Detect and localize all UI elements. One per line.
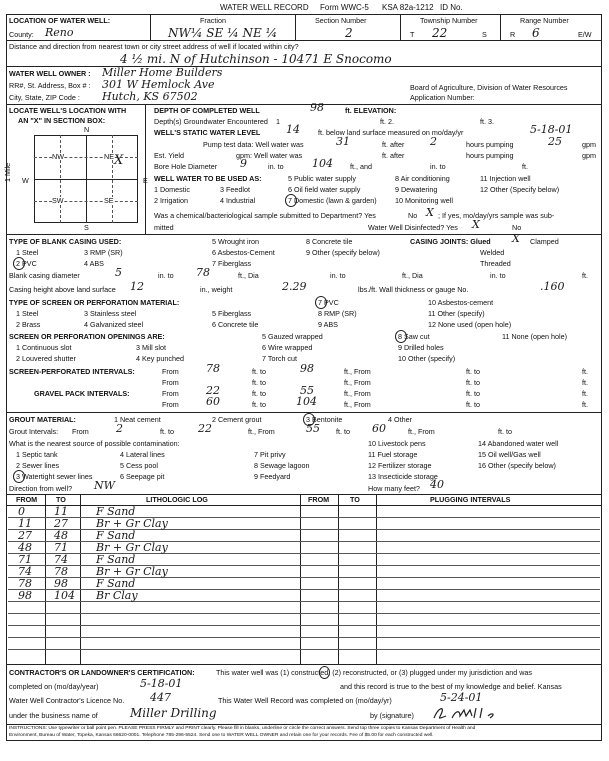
spi-from-value[interactable]: 78 xyxy=(206,362,220,375)
chem-rest: ; If yes, mo/day/yrs sample was sub- xyxy=(438,211,555,220)
grout-ftto-2: ft. to xyxy=(336,427,350,436)
grout-int-label: Grout Intervals: xyxy=(9,427,59,436)
weight-value[interactable]: 2.29 xyxy=(282,280,307,293)
threaded-label: Threaded xyxy=(480,259,511,268)
glued-mark[interactable]: X xyxy=(512,232,520,245)
contam-3[interactable]: 3 Watertight sewer lines xyxy=(16,472,93,481)
screen-9[interactable]: 9 ABS xyxy=(318,320,338,329)
casing-diam-dia: ft., Dia xyxy=(238,271,259,280)
screen-10[interactable]: 10 Asbestos-cement xyxy=(428,298,494,307)
opening-8-circle xyxy=(395,330,407,343)
pump-gpm-unit: gpm xyxy=(582,140,596,149)
log-row-1-from[interactable]: 0 xyxy=(18,505,25,518)
disinfected-label: Water Well Disinfected? Yes xyxy=(368,223,458,232)
contam-12[interactable]: 12 Fertilizer storage xyxy=(368,461,432,470)
quadrant-nw: NW xyxy=(52,152,64,161)
grout-ftfrom-2: ft., From xyxy=(408,427,435,436)
spi-ft-2: ft. xyxy=(582,378,588,387)
screen-7[interactable]: 7 PVC xyxy=(318,298,339,307)
log-row-4-desc[interactable]: Br + Gr Clay xyxy=(96,541,168,554)
screen-3[interactable]: 3 Stainless steel xyxy=(84,309,137,318)
township-value[interactable]: 22 xyxy=(432,26,448,40)
grout2-from-value[interactable]: 55 xyxy=(306,422,320,435)
range-ew: E/W xyxy=(578,30,592,39)
log-row-6-desc[interactable]: Br + Gr Clay xyxy=(96,565,168,578)
casing-8[interactable]: 8 Concrete tile xyxy=(306,237,353,246)
form-title: WATER WELL RECORD xyxy=(220,3,309,12)
grout1-from-value[interactable]: 2 xyxy=(116,422,123,435)
grout2-to-value[interactable]: 60 xyxy=(372,422,386,435)
section-number-label: Section Number xyxy=(315,16,367,25)
contam-5[interactable]: 5 Cess pool xyxy=(120,461,158,470)
grout-3[interactable]: 3 Bentonite xyxy=(306,415,343,424)
gw-3: ft. 3. xyxy=(480,117,494,126)
depth-value[interactable]: 98 xyxy=(310,101,324,114)
gp-from-2: From xyxy=(162,400,179,409)
gp-ftfrom-1: ft., From xyxy=(344,389,371,398)
static-level-label: WELL'S STATIC WATER LEVEL xyxy=(154,128,261,137)
welded-label: Welded xyxy=(480,248,505,257)
chem-label: Was a chemical/bacteriological sample submitted to Department? Yes xyxy=(154,211,376,220)
owner-value[interactable]: Miller Home Builders xyxy=(102,66,223,79)
quadrant-sw: SW xyxy=(52,196,64,205)
county-value[interactable]: Reno xyxy=(45,26,74,39)
opening-2[interactable]: 2 Louvered shutter xyxy=(16,354,76,363)
use-2[interactable]: 2 Irrigation xyxy=(154,196,188,205)
location-mark[interactable]: X xyxy=(114,153,124,168)
log-row-4-to[interactable]: 71 xyxy=(54,541,68,554)
quadrant-ne: NE xyxy=(104,152,114,161)
bore-and: ft., and xyxy=(350,162,372,171)
address-label: RR#, St. Address, Box # : xyxy=(9,81,91,90)
casing-6[interactable]: 6 Asbestos-Cement xyxy=(212,248,275,257)
contam-1[interactable]: 1 Septic tank xyxy=(16,450,58,459)
log-row-6-from[interactable]: 74 xyxy=(18,565,32,578)
id-label: ID No. xyxy=(440,3,463,12)
gp-from-1: From xyxy=(162,389,179,398)
spi-from-1: From xyxy=(162,367,179,376)
casing-5[interactable]: 5 Wrought iron xyxy=(212,237,260,246)
city-value[interactable]: Hutch, KS 67502 xyxy=(102,90,198,103)
casing-ft-dia-2: ft., Dia xyxy=(402,271,423,280)
range-value[interactable]: 6 xyxy=(532,26,540,40)
openings-title: SCREEN OR PERFORATION OPENINGS ARE: xyxy=(9,332,165,341)
casing-diam-in: in. to xyxy=(158,271,174,280)
cert-line-2b: and this record is true to the best of my knowledge and belief. Kansas xyxy=(340,682,562,691)
range-r: R xyxy=(510,30,516,39)
log-row-2-from[interactable]: 11 xyxy=(18,517,32,530)
cert-line-3a: Water Well Contractor's Licence No. xyxy=(9,696,125,705)
gp1-to-value[interactable]: 55 xyxy=(300,384,314,397)
screen-6[interactable]: 6 Concrete tile xyxy=(212,320,259,329)
height-label: Casing height above land surface xyxy=(9,285,116,294)
joints-label: CASING JOINTS: Glued xyxy=(410,237,491,246)
casing-2[interactable]: 2 PVC xyxy=(16,259,37,268)
disinfected-mark[interactable]: X xyxy=(472,218,480,231)
gp2-to-value[interactable]: 104 xyxy=(296,395,317,408)
opening-8[interactable]: 8 Saw cut xyxy=(398,332,430,341)
casing-3[interactable]: 3 RMP (SR) xyxy=(84,248,123,257)
section4-title: DEPTH OF COMPLETED WELL xyxy=(154,106,260,115)
log-header-from2: FROM xyxy=(308,495,330,504)
contam-15[interactable]: 15 Oil well/Gas well xyxy=(478,450,541,459)
bore-value[interactable]: 9 xyxy=(240,157,247,170)
casing-diam-ft[interactable]: 78 xyxy=(196,266,210,279)
footer-line-1: INSTRUCTIONS: Use typewriter or ball point pen. PLEASE PRESS FIRMLY and PRINT clearly. Please fill in blanks, underline or circle the correct answers. Send top three copies to Kansas Department of Health and xyxy=(9,726,476,731)
form-number: Form WWC-5 xyxy=(320,3,369,12)
opening-11[interactable]: 11 None (open hole) xyxy=(502,332,567,341)
cert-line-1: This water well was (1) constructed, (2) reconstructed, or (3) plugged under my jurisdiction and was xyxy=(216,668,532,677)
use-1[interactable]: 1 Domestic xyxy=(154,185,190,194)
cert-line-3b: This Water Well Record was completed on (mo/day/yr) xyxy=(218,696,392,705)
use-10[interactable]: 10 Monitoring well xyxy=(395,196,453,205)
fraction-value[interactable]: NW¼ SE ¼ NE ¼ xyxy=(168,26,278,40)
log-row-2-to[interactable]: 27 xyxy=(54,517,68,530)
contam-2[interactable]: 2 Sewer lines xyxy=(16,461,60,470)
spi-ft-1: ft. xyxy=(582,367,588,376)
log-row-7-from[interactable]: 78 xyxy=(18,577,32,590)
contam-4[interactable]: 4 Lateral lines xyxy=(120,450,165,459)
opening-9[interactable]: 9 Drilled holes xyxy=(398,343,444,352)
log-row-8-desc[interactable]: Br Clay xyxy=(96,589,138,602)
contam-7[interactable]: 7 Pit privy xyxy=(254,450,286,459)
contam-14[interactable]: 14 Abandoned water well xyxy=(478,439,559,448)
static-date[interactable]: 5-18-01 xyxy=(530,123,573,136)
casing-diam-value[interactable]: 5 xyxy=(115,266,122,279)
pump-gpm[interactable]: 25 xyxy=(548,135,562,148)
fraction-label: Fraction xyxy=(200,16,226,25)
how-many-label: How many feet? xyxy=(368,484,420,493)
pump-label: Pump test data: Well water was xyxy=(203,140,304,149)
spi-label: SCREEN-PERFORATED INTERVALS: xyxy=(9,367,135,376)
spi-from-2: From xyxy=(162,378,179,387)
compass-n: N xyxy=(84,125,90,134)
screen-11[interactable]: 11 Other (specify) xyxy=(428,309,485,318)
mile-label: 1 Mile xyxy=(3,162,12,182)
screen-4[interactable]: 4 Galvanized steel xyxy=(84,320,144,329)
signature-image xyxy=(430,704,520,722)
log-row-3-desc[interactable]: F Sand xyxy=(96,529,136,542)
direction-value[interactable]: NW xyxy=(94,479,115,492)
grout-1[interactable]: 1 Neat cement xyxy=(114,415,161,424)
casing-9[interactable]: 9 Other (specify below) xyxy=(306,248,380,257)
opening-5[interactable]: 5 Gauzed wrapped xyxy=(262,332,323,341)
cert-line-4a: under the business name of xyxy=(9,711,98,720)
direction-label: Direction from well? xyxy=(9,484,73,493)
disinfected-no: No xyxy=(512,223,522,232)
casing-ft-3: ft. xyxy=(582,271,588,280)
gw-2: ft. 2. xyxy=(380,117,394,126)
log-header-to: TO xyxy=(56,495,66,504)
pump-hp: hours pumping xyxy=(466,140,514,149)
use-12[interactable]: 12 Other (Specify below) xyxy=(480,185,560,194)
section7-title: CONTRACTOR'S OR LANDOWNER'S CERTIFICATION: xyxy=(9,668,195,677)
grout-ftto-3: ft. to xyxy=(498,427,512,436)
log-row-4-from[interactable]: 48 xyxy=(18,541,32,554)
log-header-lithologic: LITHOLOGIC LOG xyxy=(146,495,208,504)
gp-ft-2: ft. xyxy=(582,400,588,409)
log-row-5-to[interactable]: 74 xyxy=(54,553,68,566)
ksa-number: KSA 82a-1212 xyxy=(382,3,434,12)
distance-label: Distance and direction from nearest town or city street address of well if located within city? xyxy=(9,42,299,51)
cert-line-2a: completed on (mo/day/year) xyxy=(9,682,99,691)
log-row-3-to[interactable]: 48 xyxy=(54,529,68,542)
clamped-label: Clamped xyxy=(530,237,559,246)
static-level-value[interactable]: 14 xyxy=(286,123,300,136)
weight-rest: lbs./ft. Wall thickness or gauge No. xyxy=(358,285,469,294)
log-header-plugging: PLUGGING INTERVALS xyxy=(430,495,511,504)
use-title: WELL WATER TO BE USED AS: xyxy=(154,174,262,183)
bore-ft[interactable]: 104 xyxy=(312,157,333,170)
spi-to-value[interactable]: 98 xyxy=(300,362,314,375)
compass-e: E xyxy=(143,176,148,185)
use-7-circle xyxy=(285,194,297,207)
contam-8[interactable]: 8 Sewage lagoon xyxy=(254,461,310,470)
section5-title: TYPE OF BLANK CASING USED: xyxy=(9,237,122,246)
county-label: County: xyxy=(9,30,34,39)
distance-value[interactable]: 4 ½ mi. N of Hutchinson - 10471 E Snocomo xyxy=(120,52,392,66)
city-label: City, State, ZIP Code : xyxy=(9,93,80,102)
log-row-7-desc[interactable]: F Sand xyxy=(96,577,136,590)
yield-gpm: gpm: Well water was xyxy=(236,151,303,160)
casing-in-to-3: in. to xyxy=(490,271,506,280)
casing-diam-label: Blank casing diameter xyxy=(9,271,80,280)
section3-title: LOCATE WELL'S LOCATION WITH xyxy=(9,106,127,115)
footer-line-2: Environment, Bureau of Water, Topeka, Kansas 66620-0001. Telephone 785-296-5524. Send one to WATER WELL OWNER and retain one for your records. Fee of $5.00 for each constructed well. xyxy=(9,733,434,738)
yield-hp: hours pumping xyxy=(466,151,514,160)
township-t: T xyxy=(410,30,415,39)
screen-title: TYPE OF SCREEN OR PERFORATION MATERIAL: xyxy=(9,298,180,307)
grout-4[interactable]: 4 Other xyxy=(388,415,412,424)
casing-4[interactable]: 4 ABS xyxy=(84,259,104,268)
log-row-8-to[interactable]: 104 xyxy=(54,589,75,602)
screen-7-circle xyxy=(315,296,327,309)
log-row-1-desc[interactable]: F Sand xyxy=(96,505,136,518)
use-4[interactable]: 4 Industrial xyxy=(220,196,256,205)
business-name[interactable]: Miller Drilling xyxy=(130,706,217,720)
use-7[interactable]: 7 Domestic (lawn & garden) xyxy=(288,196,377,205)
contam-3-circle xyxy=(13,470,25,483)
bore-in: in. to xyxy=(268,162,284,171)
contam-10[interactable]: 10 Livestock pens xyxy=(368,439,426,448)
spi-ftfrom-2: ft., From xyxy=(344,378,371,387)
log-header-to2: TO xyxy=(350,495,360,504)
static-level-rest: ft. below land surface measured on mo/day/yr xyxy=(318,128,464,137)
section-value[interactable]: 2 xyxy=(345,26,353,40)
screen-5[interactable]: 5 Fiberglass xyxy=(212,309,252,318)
record-date[interactable]: 5-24-01 xyxy=(440,691,483,704)
contam-6[interactable]: 6 Seepage pit xyxy=(120,472,165,481)
license-number[interactable]: 447 xyxy=(150,691,171,704)
bore-label: Bore Hole Diameter xyxy=(154,162,218,171)
chem-no: No xyxy=(408,211,418,220)
yield-gpm-unit: gpm xyxy=(582,151,596,160)
contam-11[interactable]: 11 Fuel storage xyxy=(368,450,418,459)
grout-from-1: From xyxy=(72,427,89,436)
use-11[interactable]: 11 Injection well xyxy=(480,174,531,183)
casing-in-to-2: in. to xyxy=(330,271,346,280)
screen-8[interactable]: 8 RMP (SR) xyxy=(318,309,357,318)
how-many-value[interactable]: 40 xyxy=(430,478,444,491)
bore-ft2: ft. xyxy=(522,162,528,171)
log-row-2-desc[interactable]: Br + Gr Clay xyxy=(96,517,168,530)
groundwater-label: Depth(s) Groundwater Encountered xyxy=(154,117,268,126)
log-row-7-to[interactable]: 98 xyxy=(54,577,68,590)
casing-7[interactable]: 7 Fiberglass xyxy=(212,259,252,268)
address-value[interactable]: 301 W Hemlock Ave xyxy=(102,78,215,91)
gauge-value[interactable]: .160 xyxy=(540,280,565,293)
compass-w: W xyxy=(22,176,29,185)
spi-ftto-2: ft. to xyxy=(252,378,266,387)
elevation-label: ft. ELEVATION: xyxy=(345,106,397,115)
use-5[interactable]: 5 Public water supply xyxy=(288,174,356,183)
grout1-to-value[interactable]: 22 xyxy=(198,422,212,435)
log-row-8-from[interactable]: 98 xyxy=(18,589,32,602)
log-row-1-to[interactable]: 11 xyxy=(54,505,68,518)
pump-after: ft. after xyxy=(382,140,405,149)
section2-title: WATER WELL OWNER : xyxy=(9,69,91,78)
grout-ftto-1: ft. to xyxy=(160,427,174,436)
chem-mitted: mitted xyxy=(154,223,174,232)
contam-9[interactable]: 9 Feedyard xyxy=(254,472,291,481)
yield-label: Est. Yield xyxy=(154,151,184,160)
chem-mark[interactable]: X xyxy=(426,206,434,219)
section6-title: GROUT MATERIAL: xyxy=(9,415,76,424)
township-s: S xyxy=(482,30,487,39)
gp1-from-value[interactable]: 22 xyxy=(206,384,220,397)
quadrant-se: SE xyxy=(104,196,114,205)
log-row-6-to[interactable]: 78 xyxy=(54,565,68,578)
height-in: in., weight xyxy=(200,285,233,294)
gravel-label: GRAVEL PACK INTERVALS: xyxy=(34,389,130,398)
application-label: Application Number: xyxy=(410,93,475,102)
contam-label: What is the nearest source of possible contamination: xyxy=(9,439,180,448)
use-6[interactable]: 6 Oil field water supply xyxy=(288,185,361,194)
opening-4[interactable]: 4 Key punched xyxy=(136,354,184,363)
bore-in2: in. to xyxy=(430,162,446,171)
log-header-from: FROM xyxy=(16,495,38,504)
opening-3[interactable]: 3 Mill slot xyxy=(136,343,166,352)
compass-s: S xyxy=(84,223,89,232)
spi-ftto-1: ft. to xyxy=(252,367,266,376)
gp-ftto-2: ft. to xyxy=(252,400,266,409)
spi-ftto-1b: ft. to xyxy=(466,367,480,376)
log-row-5-desc[interactable]: F Sand xyxy=(96,553,136,566)
section3-subtitle: AN "X" IN SECTION BOX: xyxy=(18,116,106,125)
screen-12[interactable]: 12 None used (open hole) xyxy=(428,320,512,329)
casing-1[interactable]: 1 Steel xyxy=(16,248,39,257)
gp-ft-1: ft. xyxy=(582,389,588,398)
log-row-5-from[interactable]: 71 xyxy=(18,553,32,566)
screen-2[interactable]: 2 Brass xyxy=(16,320,41,329)
opening-7[interactable]: 7 Torch cut xyxy=(262,354,298,363)
gp-ftto-1b: ft. to xyxy=(466,389,480,398)
gp-ftto-2b: ft. to xyxy=(466,400,480,409)
height-value[interactable]: 12 xyxy=(130,280,144,293)
use-9[interactable]: 9 Dewatering xyxy=(395,185,438,194)
pump-hours[interactable]: 2 xyxy=(430,135,437,148)
grout-2[interactable]: 2 Cement grout xyxy=(212,415,262,424)
opening-10[interactable]: 10 Other (specify) xyxy=(398,354,456,363)
cert-line-4b: by (signature) xyxy=(370,711,414,720)
casing-2-circle xyxy=(13,257,25,270)
opening-1[interactable]: 1 Continuous slot xyxy=(16,343,72,352)
opening-6[interactable]: 6 Wire wrapped xyxy=(262,343,313,352)
section1-title: LOCATION OF WATER WELL: xyxy=(9,16,111,25)
township-label: Township Number xyxy=(420,16,478,25)
gp-ftto-1: ft. to xyxy=(252,389,266,398)
contam-13[interactable]: 13 Insecticide storage xyxy=(368,472,438,481)
constructed-circle xyxy=(319,666,330,679)
log-row-3-from[interactable]: 27 xyxy=(18,529,32,542)
screen-1[interactable]: 1 Steel xyxy=(16,309,39,318)
gp-ftfrom-2: ft., From xyxy=(344,400,371,409)
contam-16[interactable]: 16 Other (specify below) xyxy=(478,461,556,470)
completed-date[interactable]: 5-18-01 xyxy=(140,677,183,690)
gp2-from-value[interactable]: 60 xyxy=(206,395,220,408)
use-8[interactable]: 8 Air conditioning xyxy=(395,174,450,183)
board-label: Board of Agriculture, Division of Water Resources xyxy=(410,83,568,92)
yield-after: ft. after xyxy=(382,151,405,160)
grout-ftfrom-1: ft., From xyxy=(248,427,275,436)
spi-ftfrom-1: ft., From xyxy=(344,367,371,376)
range-label: Range Number xyxy=(520,16,569,25)
pump-ww[interactable]: 31 xyxy=(336,135,350,148)
spi-ftto-2b: ft. to xyxy=(466,378,480,387)
use-3[interactable]: 3 Feedlot xyxy=(220,185,250,194)
gw-1: 1 xyxy=(276,117,280,126)
